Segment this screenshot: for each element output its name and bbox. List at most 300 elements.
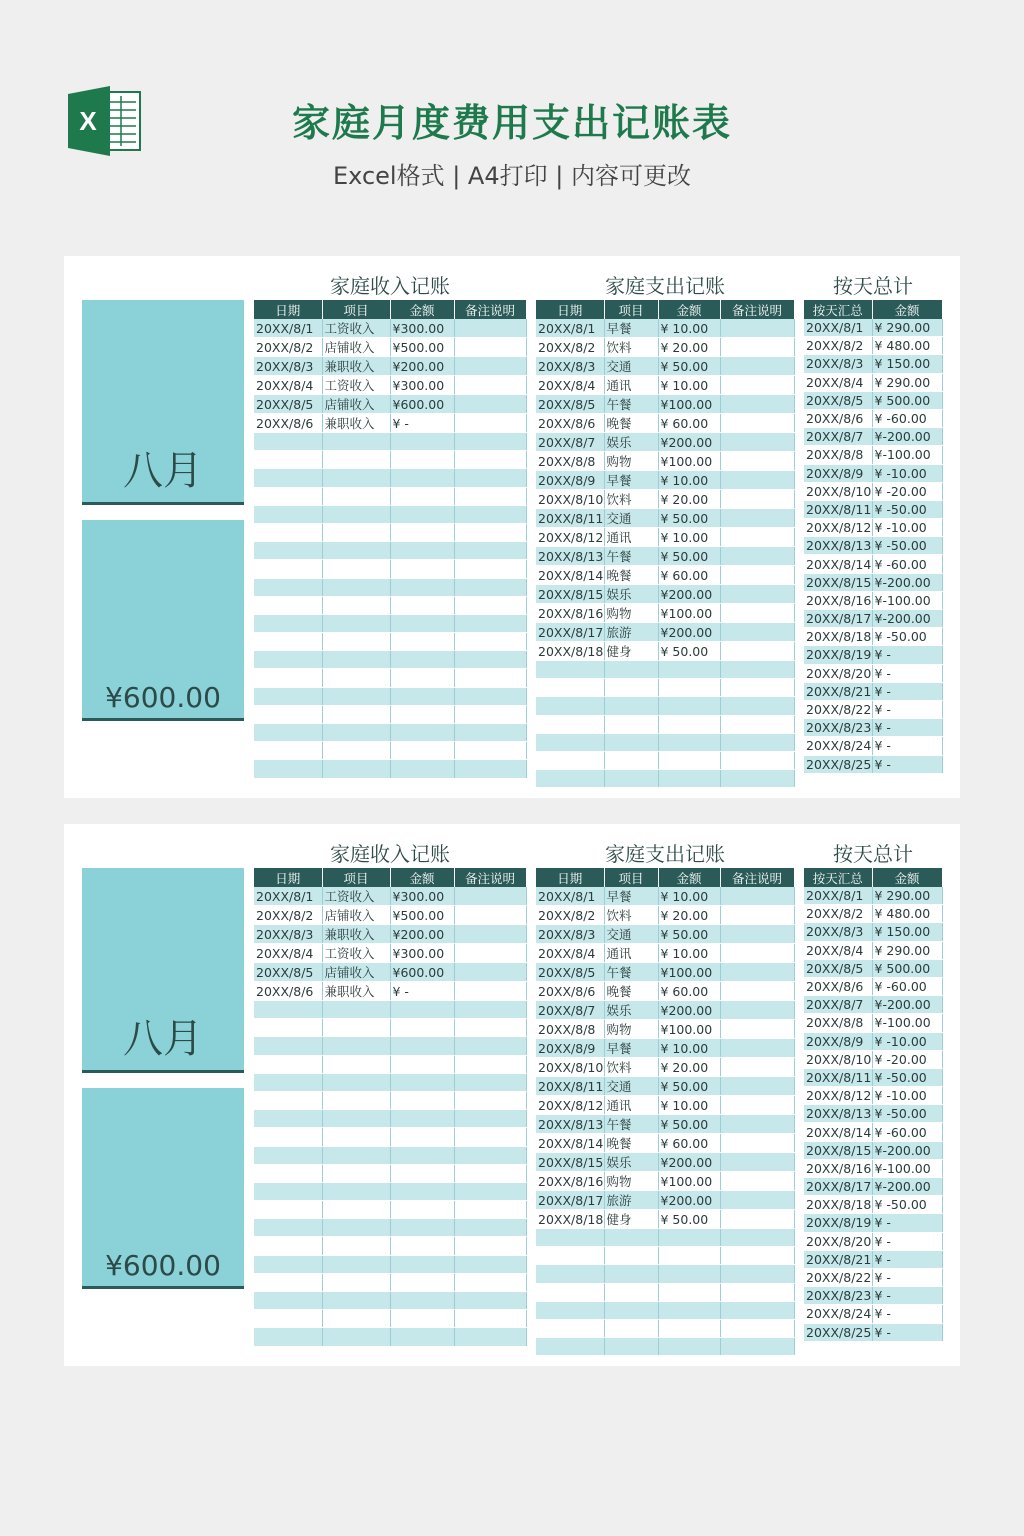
table-cell[interactable]: 20XX/8/2 — [254, 338, 322, 357]
table-cell[interactable]: ¥ 60.00 — [658, 982, 720, 1001]
table-cell[interactable] — [454, 1292, 526, 1310]
table-cell[interactable] — [390, 1273, 454, 1291]
table-cell[interactable] — [390, 1055, 454, 1073]
table-cell[interactable] — [254, 578, 322, 596]
table-cell[interactable] — [390, 1091, 454, 1109]
table-cell[interactable] — [254, 614, 322, 632]
table-cell[interactable] — [658, 661, 720, 679]
table-cell[interactable] — [604, 1319, 658, 1337]
table-cell[interactable]: ¥ 50.00 — [658, 509, 720, 528]
table-cell[interactable] — [454, 560, 526, 578]
table-cell[interactable] — [322, 1019, 390, 1037]
table-cell[interactable] — [254, 1019, 322, 1037]
table-cell[interactable] — [254, 1146, 322, 1164]
table-cell[interactable] — [720, 1301, 794, 1319]
table-cell[interactable]: 20XX/8/12 — [806, 1088, 872, 1104]
table-cell[interactable]: ¥ -60.00 — [872, 1123, 942, 1141]
table-cell[interactable] — [720, 1338, 794, 1356]
table-cell[interactable]: 20XX/8/1 — [536, 319, 604, 338]
table-cell[interactable]: 20XX/8/4 — [254, 944, 322, 963]
table-cell[interactable] — [454, 633, 526, 651]
table-cell[interactable]: 20XX/8/1 — [804, 319, 872, 337]
table-cell[interactable]: ¥200.00 — [658, 433, 720, 452]
table-cell[interactable] — [254, 760, 322, 778]
table-cell[interactable]: 20XX/8/15 — [806, 574, 872, 590]
table-cell[interactable] — [390, 633, 454, 651]
table-cell[interactable] — [454, 944, 526, 963]
table-cell[interactable]: ¥ 480.00 — [872, 905, 942, 923]
table-cell[interactable]: 工资收入 — [322, 944, 390, 963]
table-cell[interactable]: ¥500.00 — [390, 906, 454, 925]
table-cell[interactable] — [720, 770, 794, 788]
table-cell[interactable]: 20XX/8/4 — [536, 944, 604, 963]
table-cell[interactable]: 健身 — [604, 642, 658, 661]
table-cell[interactable] — [322, 542, 390, 560]
table-cell[interactable] — [322, 596, 390, 614]
table-cell[interactable]: 晚餐 — [604, 566, 658, 585]
table-cell[interactable]: ¥300.00 — [390, 944, 454, 963]
table-cell[interactable] — [322, 505, 390, 523]
table-cell[interactable]: 20XX/8/17 — [806, 611, 872, 627]
table-cell[interactable] — [390, 523, 454, 541]
table-cell[interactable] — [604, 1247, 658, 1265]
table-cell[interactable]: ¥200.00 — [658, 623, 720, 642]
table-cell[interactable]: 20XX/8/15 — [538, 586, 604, 602]
table-cell[interactable]: ¥-200.00 — [872, 573, 942, 591]
table-cell[interactable]: 娱乐 — [604, 585, 658, 604]
table-cell[interactable]: 店铺收入 — [322, 906, 390, 925]
table-cell[interactable] — [720, 471, 794, 490]
table-cell[interactable] — [454, 542, 526, 560]
table-cell[interactable] — [454, 906, 526, 925]
table-cell[interactable]: 20XX/8/3 — [254, 357, 322, 376]
table-cell[interactable]: 20XX/8/16 — [538, 605, 604, 621]
table-cell[interactable]: 20XX/8/6 — [536, 982, 604, 1001]
table-cell[interactable]: ¥ 290.00 — [872, 319, 942, 337]
table-cell[interactable]: 20XX/8/16 — [806, 592, 872, 608]
table-cell[interactable] — [454, 1091, 526, 1109]
table-cell[interactable] — [720, 963, 794, 982]
table-cell[interactable]: ¥ -50.00 — [872, 537, 942, 555]
table-cell[interactable]: ¥300.00 — [390, 887, 454, 906]
table-cell[interactable]: 20XX/8/24 — [806, 738, 872, 754]
table-cell[interactable] — [658, 1247, 720, 1265]
table-cell[interactable] — [322, 1001, 390, 1019]
table-cell[interactable]: 20XX/8/4 — [804, 941, 872, 959]
table-cell[interactable]: 20XX/8/22 — [806, 1270, 872, 1286]
table-cell[interactable] — [454, 1019, 526, 1037]
table-cell[interactable]: ¥ - — [390, 414, 454, 433]
table-cell[interactable]: ¥ 60.00 — [658, 414, 720, 433]
table-cell[interactable]: 20XX/8/20 — [806, 1233, 872, 1249]
table-cell[interactable] — [720, 604, 794, 623]
table-cell[interactable] — [390, 1110, 454, 1128]
table-cell[interactable] — [720, 1039, 794, 1058]
table-cell[interactable] — [454, 705, 526, 723]
table-cell[interactable] — [720, 1153, 794, 1172]
table-cell[interactable]: ¥ 60.00 — [658, 1134, 720, 1153]
table-cell[interactable]: ¥-200.00 — [872, 428, 942, 446]
table-cell[interactable] — [390, 1001, 454, 1019]
table-cell[interactable] — [454, 414, 526, 433]
table-cell[interactable] — [322, 1055, 390, 1073]
table-cell[interactable]: ¥ 10.00 — [658, 944, 720, 963]
table-cell[interactable] — [390, 560, 454, 578]
table-cell[interactable]: 20XX/8/13 — [538, 1116, 604, 1132]
table-cell[interactable]: 饮料 — [604, 338, 658, 357]
table-cell[interactable] — [390, 1146, 454, 1164]
table-cell[interactable] — [454, 1237, 526, 1255]
table-cell[interactable] — [658, 715, 720, 733]
table-cell[interactable] — [254, 451, 322, 469]
table-cell[interactable] — [254, 1237, 322, 1255]
table-cell[interactable] — [322, 705, 390, 723]
table-cell[interactable]: ¥ 480.00 — [872, 337, 942, 355]
table-cell[interactable]: 工资收入 — [322, 376, 390, 395]
table-cell[interactable] — [254, 724, 322, 742]
table-cell[interactable]: ¥600.00 — [390, 963, 454, 982]
table-cell[interactable]: 晚餐 — [604, 1134, 658, 1153]
table-cell[interactable]: ¥-200.00 — [872, 996, 942, 1014]
table-cell[interactable] — [658, 1283, 720, 1301]
table-cell[interactable]: 午餐 — [604, 1115, 658, 1134]
table-cell[interactable] — [720, 528, 794, 547]
table-cell[interactable]: 20XX/8/4 — [536, 376, 604, 395]
table-cell[interactable] — [658, 770, 720, 788]
table-cell[interactable]: 20XX/8/1 — [536, 887, 604, 906]
table-cell[interactable] — [720, 395, 794, 414]
table-cell[interactable] — [454, 338, 526, 357]
table-cell[interactable]: ¥ -10.00 — [872, 519, 942, 537]
table-cell[interactable]: ¥ -50.00 — [872, 628, 942, 646]
table-cell[interactable]: ¥ - — [872, 1232, 942, 1250]
table-cell[interactable] — [720, 1077, 794, 1096]
table-cell[interactable] — [254, 1055, 322, 1073]
table-cell[interactable]: ¥ - — [872, 1323, 942, 1341]
table-cell[interactable]: ¥100.00 — [658, 963, 720, 982]
table-cell[interactable]: 20XX/8/11 — [538, 510, 604, 526]
table-cell[interactable] — [390, 1292, 454, 1310]
table-cell[interactable]: 20XX/8/4 — [804, 373, 872, 391]
table-cell[interactable] — [390, 542, 454, 560]
table-cell[interactable] — [322, 687, 390, 705]
table-cell[interactable] — [322, 433, 390, 451]
table-cell[interactable] — [390, 1128, 454, 1146]
table-cell[interactable] — [658, 1265, 720, 1283]
table-cell[interactable]: 20XX/8/15 — [538, 1154, 604, 1170]
table-cell[interactable]: 20XX/8/25 — [806, 1324, 872, 1340]
table-cell[interactable] — [322, 669, 390, 687]
table-cell[interactable]: ¥ 290.00 — [872, 373, 942, 391]
table-cell[interactable]: ¥ 50.00 — [658, 357, 720, 376]
table-cell[interactable]: 20XX/8/6 — [254, 982, 322, 1001]
table-cell[interactable]: 交通 — [604, 509, 658, 528]
table-cell[interactable]: 20XX/8/18 — [806, 1197, 872, 1213]
table-cell[interactable]: 兼职收入 — [322, 414, 390, 433]
table-cell[interactable]: ¥600.00 — [390, 395, 454, 414]
table-cell[interactable] — [322, 451, 390, 469]
table-cell[interactable] — [454, 1255, 526, 1273]
table-cell[interactable] — [720, 925, 794, 944]
table-cell[interactable] — [390, 651, 454, 669]
table-cell[interactable] — [454, 963, 526, 982]
table-cell[interactable] — [322, 1164, 390, 1182]
table-cell[interactable]: ¥ -50.00 — [872, 1196, 942, 1214]
table-cell[interactable] — [390, 705, 454, 723]
table-cell[interactable]: 交通 — [604, 925, 658, 944]
table-cell[interactable] — [322, 742, 390, 760]
table-cell[interactable]: 旅游 — [604, 1191, 658, 1210]
table-cell[interactable]: 20XX/8/16 — [806, 1160, 872, 1176]
table-cell[interactable] — [390, 614, 454, 632]
table-cell[interactable] — [390, 1037, 454, 1055]
table-cell[interactable]: 娱乐 — [604, 1001, 658, 1020]
table-cell[interactable] — [390, 1182, 454, 1200]
table-cell[interactable] — [322, 1128, 390, 1146]
table-cell[interactable] — [604, 715, 658, 733]
table-cell[interactable]: 20XX/8/3 — [804, 355, 872, 373]
table-cell[interactable]: 20XX/8/24 — [806, 1306, 872, 1322]
table-cell[interactable]: ¥200.00 — [658, 1191, 720, 1210]
table-cell[interactable] — [390, 742, 454, 760]
table-cell[interactable] — [604, 661, 658, 679]
table-cell[interactable]: 早餐 — [604, 887, 658, 906]
table-cell[interactable]: 20XX/8/9 — [804, 1032, 872, 1050]
table-cell[interactable]: ¥ - — [872, 1287, 942, 1305]
table-cell[interactable]: ¥ -10.00 — [872, 1087, 942, 1105]
table-cell[interactable]: ¥-100.00 — [872, 1014, 942, 1032]
table-cell[interactable]: ¥ 10.00 — [658, 1096, 720, 1115]
table-cell[interactable] — [454, 760, 526, 778]
table-cell[interactable] — [720, 547, 794, 566]
table-cell[interactable] — [720, 566, 794, 585]
table-cell[interactable] — [454, 523, 526, 541]
table-cell[interactable]: 20XX/8/9 — [536, 471, 604, 490]
table-cell[interactable] — [454, 357, 526, 376]
table-cell[interactable]: 20XX/8/21 — [806, 1251, 872, 1267]
table-cell[interactable]: 娱乐 — [604, 433, 658, 452]
table-cell[interactable]: 通讯 — [604, 944, 658, 963]
table-cell[interactable] — [536, 1247, 604, 1265]
table-cell[interactable] — [454, 395, 526, 414]
table-cell[interactable]: ¥500.00 — [390, 338, 454, 357]
table-cell[interactable]: 20XX/8/2 — [804, 337, 872, 355]
table-cell[interactable] — [720, 751, 794, 769]
table-cell[interactable] — [390, 687, 454, 705]
table-cell[interactable]: 购物 — [604, 1020, 658, 1039]
table-cell[interactable] — [454, 487, 526, 505]
table-cell[interactable]: 旅游 — [604, 623, 658, 642]
table-cell[interactable] — [454, 433, 526, 451]
table-cell[interactable] — [604, 733, 658, 751]
table-cell[interactable] — [658, 733, 720, 751]
table-cell[interactable]: ¥ - — [872, 1214, 942, 1232]
table-cell[interactable]: 兼职收入 — [322, 925, 390, 944]
table-cell[interactable]: 20XX/8/10 — [806, 483, 872, 499]
table-cell[interactable]: 健身 — [604, 1210, 658, 1229]
table-cell[interactable] — [454, 1073, 526, 1091]
table-cell[interactable]: ¥100.00 — [658, 1172, 720, 1191]
table-cell[interactable]: ¥-100.00 — [872, 591, 942, 609]
table-cell[interactable]: ¥ - — [872, 719, 942, 737]
table-cell[interactable]: 20XX/8/10 — [538, 491, 604, 507]
table-cell[interactable]: ¥ 150.00 — [872, 923, 942, 941]
table-cell[interactable]: ¥-200.00 — [872, 1141, 942, 1159]
table-cell[interactable] — [454, 614, 526, 632]
table-cell[interactable] — [720, 433, 794, 452]
table-cell[interactable]: 20XX/8/3 — [254, 925, 322, 944]
table-cell[interactable]: 20XX/8/17 — [538, 1192, 604, 1208]
table-cell[interactable] — [254, 1164, 322, 1182]
table-cell[interactable]: ¥ 50.00 — [658, 1115, 720, 1134]
table-cell[interactable] — [604, 1265, 658, 1283]
table-cell[interactable] — [254, 1292, 322, 1310]
table-cell[interactable] — [454, 451, 526, 469]
table-cell[interactable]: 店铺收入 — [322, 338, 390, 357]
table-cell[interactable] — [658, 1319, 720, 1337]
table-cell[interactable] — [254, 669, 322, 687]
table-cell[interactable]: 20XX/8/14 — [538, 567, 604, 583]
table-cell[interactable]: ¥-100.00 — [872, 1159, 942, 1177]
table-cell[interactable]: ¥ 50.00 — [658, 1077, 720, 1096]
table-cell[interactable] — [390, 1255, 454, 1273]
table-cell[interactable] — [658, 697, 720, 715]
table-cell[interactable]: 20XX/8/23 — [806, 720, 872, 736]
table-cell[interactable] — [720, 338, 794, 357]
table-cell[interactable] — [322, 1219, 390, 1237]
table-cell[interactable] — [720, 1247, 794, 1265]
table-cell[interactable] — [454, 1164, 526, 1182]
table-cell[interactable]: ¥ 10.00 — [658, 376, 720, 395]
table-cell[interactable]: 午餐 — [604, 547, 658, 566]
table-cell[interactable]: 20XX/8/8 — [536, 1020, 604, 1039]
table-cell[interactable] — [720, 1001, 794, 1020]
table-cell[interactable] — [604, 751, 658, 769]
table-cell[interactable] — [390, 596, 454, 614]
table-cell[interactable] — [536, 697, 604, 715]
table-cell[interactable] — [720, 679, 794, 697]
table-cell[interactable]: ¥200.00 — [390, 357, 454, 376]
table-cell[interactable]: 20XX/8/19 — [806, 1215, 872, 1231]
table-cell[interactable] — [454, 651, 526, 669]
table-cell[interactable] — [254, 1328, 322, 1346]
table-cell[interactable] — [254, 523, 322, 541]
table-cell[interactable] — [390, 1219, 454, 1237]
table-cell[interactable] — [454, 1219, 526, 1237]
table-cell[interactable] — [720, 733, 794, 751]
table-cell[interactable]: 购物 — [604, 452, 658, 471]
table-cell[interactable] — [720, 906, 794, 925]
table-cell[interactable]: ¥ -20.00 — [872, 482, 942, 500]
table-cell[interactable] — [720, 887, 794, 906]
table-cell[interactable]: ¥300.00 — [390, 376, 454, 395]
table-cell[interactable] — [604, 1301, 658, 1319]
table-cell[interactable] — [322, 487, 390, 505]
table-cell[interactable]: 20XX/8/1 — [254, 319, 322, 338]
table-cell[interactable]: 20XX/8/2 — [536, 338, 604, 357]
table-cell[interactable]: 20XX/8/3 — [536, 925, 604, 944]
table-cell[interactable]: ¥ -60.00 — [872, 555, 942, 573]
table-cell[interactable] — [454, 376, 526, 395]
table-cell[interactable] — [322, 1292, 390, 1310]
table-cell[interactable]: ¥ 290.00 — [872, 887, 942, 905]
table-cell[interactable]: 娱乐 — [604, 1153, 658, 1172]
table-cell[interactable] — [390, 578, 454, 596]
table-cell[interactable] — [536, 733, 604, 751]
table-cell[interactable]: ¥ 50.00 — [658, 642, 720, 661]
table-cell[interactable] — [322, 1255, 390, 1273]
table-cell[interactable]: ¥ -10.00 — [872, 1032, 942, 1050]
table-cell[interactable]: 兼职收入 — [322, 982, 390, 1001]
table-cell[interactable] — [720, 1210, 794, 1229]
table-cell[interactable] — [720, 1134, 794, 1153]
table-cell[interactable] — [720, 944, 794, 963]
table-cell[interactable]: 20XX/8/23 — [806, 1288, 872, 1304]
table-cell[interactable] — [322, 1273, 390, 1291]
table-cell[interactable] — [604, 679, 658, 697]
table-cell[interactable]: 20XX/8/2 — [536, 906, 604, 925]
table-cell[interactable] — [604, 1229, 658, 1247]
table-cell[interactable]: 店铺收入 — [322, 963, 390, 982]
table-cell[interactable] — [254, 633, 322, 651]
table-cell[interactable] — [720, 1319, 794, 1337]
table-cell[interactable] — [322, 1201, 390, 1219]
table-cell[interactable]: 20XX/8/20 — [806, 665, 872, 681]
table-cell[interactable] — [254, 1182, 322, 1200]
table-cell[interactable] — [254, 596, 322, 614]
table-cell[interactable] — [254, 560, 322, 578]
table-cell[interactable]: ¥ -10.00 — [872, 464, 942, 482]
table-cell[interactable] — [720, 661, 794, 679]
table-cell[interactable] — [254, 1219, 322, 1237]
table-cell[interactable]: 20XX/8/22 — [806, 702, 872, 718]
table-cell[interactable] — [536, 1338, 604, 1356]
table-cell[interactable]: 晚餐 — [604, 982, 658, 1001]
table-cell[interactable] — [454, 319, 526, 338]
table-cell[interactable]: ¥ 50.00 — [658, 1210, 720, 1229]
table-cell[interactable] — [536, 1229, 604, 1247]
table-cell[interactable]: 20XX/8/12 — [806, 520, 872, 536]
table-cell[interactable] — [254, 1255, 322, 1273]
table-cell[interactable]: 20XX/8/7 — [536, 433, 604, 452]
table-cell[interactable]: ¥ 60.00 — [658, 566, 720, 585]
table-cell[interactable]: 20XX/8/9 — [804, 464, 872, 482]
table-cell[interactable] — [254, 1037, 322, 1055]
table-cell[interactable] — [454, 1146, 526, 1164]
table-cell[interactable]: ¥ - — [872, 682, 942, 700]
table-cell[interactable] — [322, 724, 390, 742]
table-cell[interactable] — [536, 661, 604, 679]
table-cell[interactable]: 20XX/8/2 — [254, 906, 322, 925]
table-cell[interactable] — [536, 1319, 604, 1337]
table-cell[interactable] — [322, 614, 390, 632]
table-cell[interactable] — [720, 357, 794, 376]
table-cell[interactable] — [658, 751, 720, 769]
table-cell[interactable] — [254, 705, 322, 723]
table-cell[interactable] — [720, 509, 794, 528]
table-cell[interactable] — [454, 1328, 526, 1346]
table-cell[interactable] — [454, 982, 526, 1001]
table-cell[interactable] — [322, 760, 390, 778]
table-cell[interactable]: ¥ -50.00 — [872, 1105, 942, 1123]
table-cell[interactable]: ¥ - — [390, 982, 454, 1001]
table-cell[interactable] — [454, 596, 526, 614]
table-cell[interactable]: ¥200.00 — [658, 585, 720, 604]
table-cell[interactable] — [390, 1201, 454, 1219]
table-cell[interactable]: ¥ - — [872, 1268, 942, 1286]
table-cell[interactable] — [720, 982, 794, 1001]
table-cell[interactable]: 20XX/8/3 — [536, 357, 604, 376]
